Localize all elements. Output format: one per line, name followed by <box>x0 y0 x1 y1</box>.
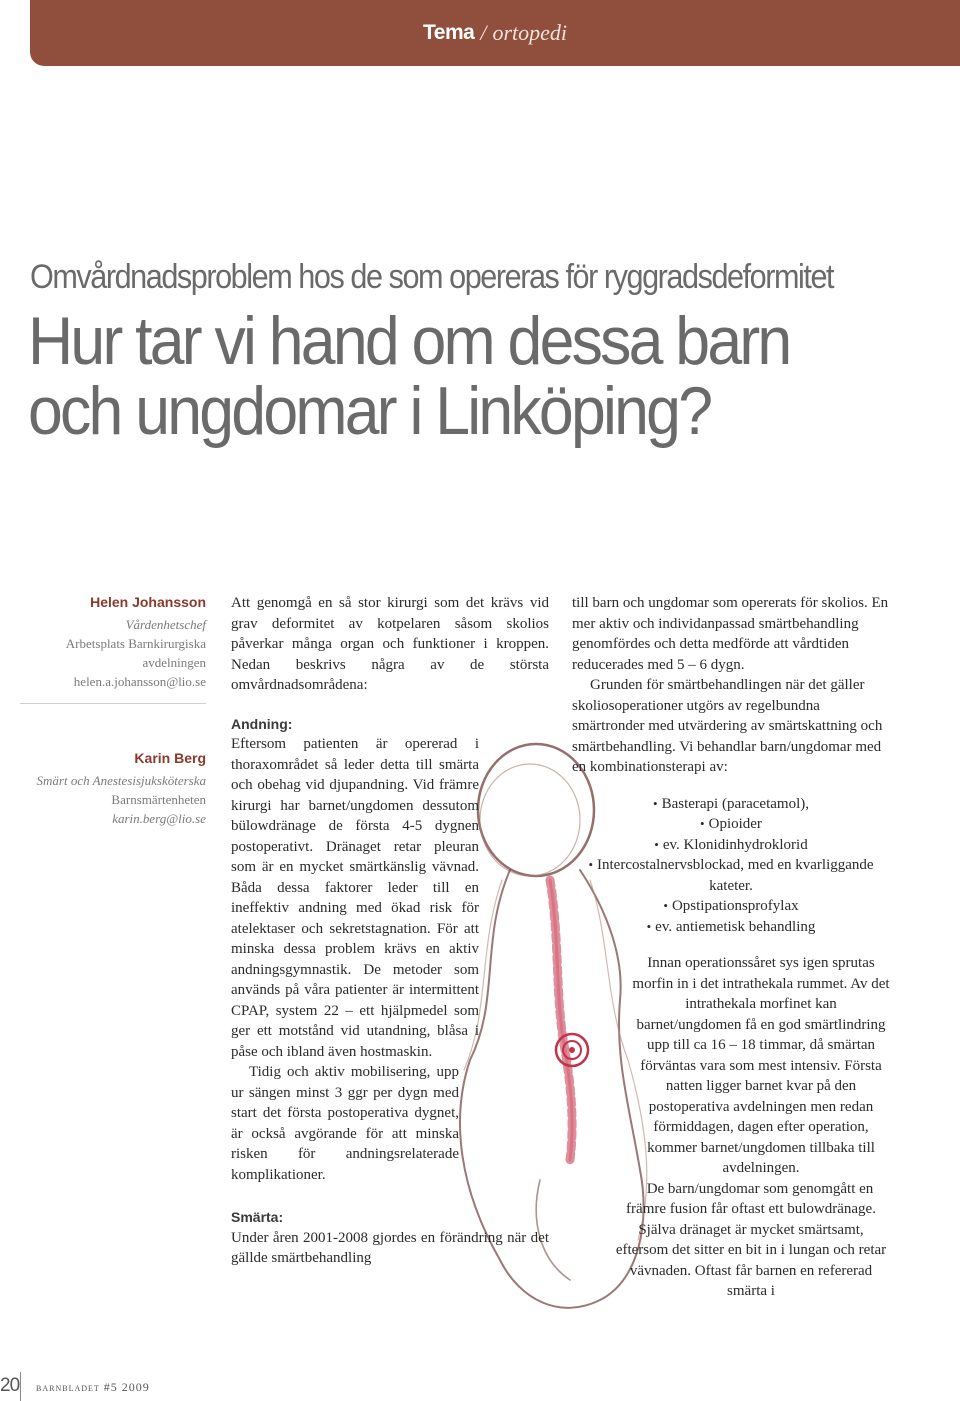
author-workplace: avdelningen <box>142 655 206 670</box>
list-item: • Intercostalnervsblockad, med en kvarliggande kateter. <box>572 855 890 896</box>
article-title-line-2: och ungdomar i Linköping? <box>28 373 711 449</box>
section-label: Tema <box>423 21 475 44</box>
author-name: Karin Berg <box>134 750 206 766</box>
list-item: • Opioider <box>572 814 890 835</box>
page-number: 20 <box>0 1375 20 1396</box>
smarta-paragraph: Under åren 2001-2008 gjordes en förändring när det gällde smärtbehandling <box>231 1229 549 1266</box>
magazine-issue: barnbladet #5 2009 <box>36 1380 150 1394</box>
author-block <box>20 594 206 886</box>
author-role: Smärt och Anestesisjuksköterska <box>36 773 206 788</box>
section-separator: / <box>480 20 487 45</box>
author-email[interactable]: helen.a.johansson@lio.se <box>73 674 206 689</box>
heading-andning: Andning: <box>231 715 293 732</box>
list-item: • Basterapi (paracetamol), <box>572 794 890 815</box>
author-workplace: Barnsmärtenheten <box>111 792 206 807</box>
list-item: • ev. Klonidinhydroklorid <box>572 835 890 856</box>
column-3 <box>572 593 890 1302</box>
author-email[interactable]: karin.berg@lio.se <box>112 811 206 826</box>
mobilisering-paragraph: Tidig och aktiv mobilisering, upp ur sängen minst 3 ggr per dygn med start det första postoperativa dygnet, är också avgörande för att minska risken för andningsrelaterade komplikationer. <box>231 1064 459 1183</box>
author-workplace: Arbetsplats Barnkirurgiska <box>65 636 206 651</box>
article-title-line-1: Hur tar vi hand om dessa barn <box>28 303 790 379</box>
paragraph: Grunden för smärtbehandlingen när det gäller skoliosoperationer utgörs av regelbundna smärtronder med utvärdering av smärtskattning och smärtbehandling. Vi behandlar barn/ungdomar med en kombinationsterapi av: <box>572 677 883 775</box>
paragraph: Innan operationssåret sys igen sprutas morfin in i det intrathekala rummet. Av det intrathekala morfinet kan barnet/ungdomen få en god smärtlindring upp till ca 16 – 18 timmar, då smärtan förväntas vara som mest intensiv. Första natten ligger barnet kvar på den postoperativa avdelningen men redan förmiddagen, dagen efter operation, kommer barnet/ungdomen tillbaka till avdelningen. <box>632 955 890 1176</box>
paragraph: till barn och ungdomar som opererats för skolios. En mer aktiv och individanpassad smärtbehandling genomfördes och detta medförde att vårdtiden reducerades med 5 – 6 dygn. <box>572 595 889 673</box>
section-topic: ortopedi <box>492 20 567 45</box>
heading-smarta: Smärta: <box>231 1209 284 1225</box>
author-role: Vårdenhetschef <box>125 617 206 632</box>
author-name: Helen Johansson <box>90 594 206 610</box>
article-kicker: Omvårdnadsproblem hos de som opereras för ryggradsdeformitet <box>30 258 834 296</box>
section-banner <box>30 0 960 66</box>
page-footer <box>0 1372 960 1401</box>
list-item: • Opstipationsprofylax <box>572 896 890 917</box>
paragraph: De barn/ungdomar som genomgått en främre fusion får oftast ett bulowdränage. Själva dränaget är mycket smärtsamt, eftersom det sitter en bit in i lungan och retar vävnaden. Oftast får barnen en refererad smärta i <box>615 1180 887 1299</box>
column-2 <box>231 593 549 1269</box>
intro-paragraph: Att genomgå en så stor kirurgi som det krävs vid grav deformitet av kotpelaren såsom skolios påverkar många organ och funktioner i kroppen. Nedan beskrivs några av de största omvårdnadsområdena: <box>231 595 549 693</box>
author-2 <box>20 750 206 840</box>
author-1 <box>20 594 206 704</box>
footer-divider <box>20 1372 21 1401</box>
treatment-list <box>572 794 890 938</box>
andning-paragraph: Eftersom patienten är opererad i thoraxområdet så leder detta till smärta och obehag vid djupandning. Vid främre kirurgi har barnet/ungdomen dessutom bülowdränage de första 4-5 dygnen postoperativt. Dränaget retar pleuran som är en mycket smärtkänslig vävnad. Båda dessa faktorer leder till en ineffektiv andning med ökad risk för atelektaser och sekretstagnation. För att minska dessa problem krävs en aktiv andningsgymnastik. De metoder som används på våra patienter är intermittent CPAP, system 22 – ett hjälpmedel som ger ett motstånd vid utandning, blåsa i påse och ibland även hostmaskin. <box>231 736 479 1060</box>
article-title <box>28 303 856 449</box>
list-item: • ev. antiemetisk behandling <box>572 917 890 938</box>
